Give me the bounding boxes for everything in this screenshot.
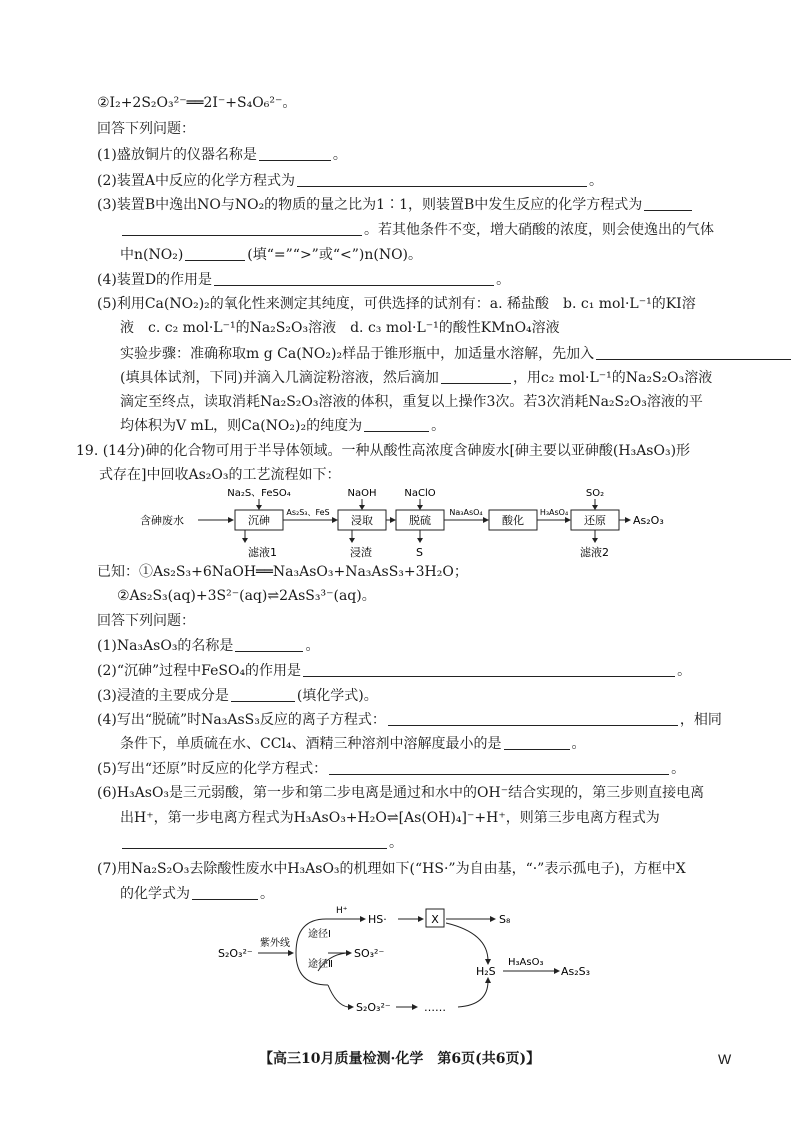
mech-s2o3b: S₂O₃²⁻: [356, 1001, 391, 1014]
question-line: [97, 686, 378, 706]
answer-blank[interactable]: [231, 687, 295, 702]
flow-output: 滤液2: [580, 546, 609, 559]
question-line: [97, 636, 319, 656]
answer-blank[interactable]: [303, 662, 675, 677]
q-text: 均体积为V mL，则Ca(NO₂)₂的纯度为: [120, 418, 363, 434]
q-text: 。: [431, 418, 446, 434]
question-line: [97, 195, 694, 215]
flow-intermediate: Na₃AsO₄: [449, 508, 483, 517]
q-text: 。: [305, 638, 320, 654]
q-text: 。: [588, 173, 603, 189]
question-line: (5)利用Ca(NO₂)₂的氧化性来测定其纯度，可供选择的试剂有：a. 稀盐酸 b. c₁ mol·L⁻¹的KI溶: [97, 296, 696, 312]
q-text: 。: [671, 761, 686, 777]
question-line: 液 c. c₂ mol·L⁻¹的Na₂S₂O₃溶液 d. c₃ mol·L⁻¹的酸性KMnO₄溶液: [120, 320, 560, 336]
prompt-line: 回答下列问题：: [97, 613, 195, 629]
question-title: 19. (14分)砷的化合物可用于半导体领域。一种从酸性高浓度含砷废水[砷主要以亚砷酸(H₃AsO₃)形: [76, 443, 691, 459]
flow-feed: 含砷废水: [140, 514, 184, 527]
answer-blank[interactable]: [441, 369, 511, 384]
q-text: (3)浸渣的主要成分是: [97, 688, 229, 704]
q-text: (3)装置B中逸出NO与NO₂的物质的量之比为1∶1，则装置B中发生反应的化学方程式为: [97, 197, 643, 213]
mech-uv: 紫外线: [260, 938, 290, 949]
q-text: 。: [389, 835, 403, 851]
process-flow-diagram: [140, 484, 664, 564]
q-text: ，用c₂ mol·L⁻¹的Na₂S₂O₃溶液: [512, 370, 713, 386]
flow-reagent: Na₂S、FeSO₄: [227, 488, 291, 499]
flow-output: 浸渣: [350, 546, 372, 559]
question-line: [97, 710, 722, 730]
mech-so3: SO₃²⁻: [354, 947, 385, 960]
mech-hs: HS·: [368, 913, 387, 926]
q-text: (1)盛放铜片的仪器名称是: [97, 147, 257, 163]
q-text: 。若其他条件不变，增大硝酸的浓度，则会使逸出的气体: [364, 222, 714, 238]
question-line: (7)用Na₂S₂O₃去除酸性废水中H₃AsO₃的机理如下(“HS·”为自由基，“·”表示孤电子)，方框中X: [97, 861, 686, 877]
flow-intermediate: H₃AsO₄: [539, 508, 569, 517]
answer-blank[interactable]: [259, 146, 331, 161]
known-line: ②As₂S₃(aq)+3S²⁻(aq)⇌2AsS₃³⁻(aq)。: [117, 588, 376, 604]
q-text: 。: [496, 272, 511, 288]
mechanism-diagram: [218, 905, 598, 1020]
answer-blank[interactable]: [235, 637, 303, 652]
question-line: [97, 270, 510, 290]
answer-blank[interactable]: [122, 834, 387, 849]
flow-output: 滤液1: [248, 546, 277, 559]
mech-as2s3: As₂S₃: [561, 965, 591, 978]
q-text: (填“=”“>”或“<”)n(NO)。: [247, 247, 423, 263]
question-line: [120, 344, 793, 364]
question-line: [97, 145, 347, 165]
question-line: 出H⁺，第一步电离方程式为H₃AsO₃+H₂O⇌[As(OH)₄]⁻+H⁺，则第三步电离方程式为: [120, 810, 660, 826]
answer-blank[interactable]: [329, 760, 669, 775]
question-line: [120, 220, 714, 240]
question-line: [120, 245, 422, 265]
question-line: [120, 833, 403, 853]
answer-blank[interactable]: [504, 735, 570, 750]
q-text: 。: [571, 736, 586, 752]
question-line: [97, 171, 603, 191]
q-text: 。: [677, 663, 692, 679]
q-text: 中n(NO₂): [120, 247, 184, 263]
question-line: [120, 884, 274, 904]
question-line: [120, 368, 712, 388]
answer-blank[interactable]: [185, 246, 245, 261]
flow-reagent: SO₂: [585, 488, 605, 499]
page-footer: 【高三10月质量检测·化学 第6页(共6页)】: [259, 1051, 541, 1067]
answer-blank[interactable]: [122, 221, 362, 236]
q-text: 条件下，单质硫在水、CCl₄、酒精三种溶剂中溶解度最小的是: [120, 736, 502, 752]
question-line: [120, 416, 445, 436]
q-text: (2)“沉砷”过程中FeSO₄的作用是: [97, 663, 302, 679]
q-text: 的化学式为: [120, 886, 190, 902]
mech-hplus: H⁺: [336, 906, 348, 916]
answer-blank[interactable]: [596, 345, 791, 360]
flow-step: 沉砷: [248, 514, 270, 527]
q-text: 。: [332, 147, 347, 163]
answer-blank[interactable]: [192, 885, 258, 900]
q-text: 。: [260, 886, 274, 902]
flow-output: S: [416, 546, 423, 559]
q-text: (1)Na₃AsO₃的名称是: [97, 638, 234, 654]
question-line: 式存在]中回收As₂O₃的工艺流程如下：: [99, 467, 341, 483]
answer-blank[interactable]: [297, 172, 587, 187]
answer-blank[interactable]: [214, 271, 494, 286]
q-text: (4)装置D的作用是: [97, 272, 213, 288]
mech-start: S₂O₃²⁻: [218, 947, 253, 960]
question-line: (6)H₃AsO₃是三元弱酸，第一步和第二步电离是通过和水中的OH⁻结合实现的，第三步则直接电离: [97, 785, 705, 801]
mech-path2: 途径Ⅱ: [308, 959, 333, 970]
flow-product: As₂O₃: [633, 514, 664, 527]
question-line: 滴定至终点，读取消耗Na₂S₂O₃溶液的体积，重复以上操作3次。若3次消耗Na₂S₂O₃溶液的平: [120, 394, 703, 410]
q-text: (2)装置A中反应的化学方程式为: [97, 173, 295, 189]
mech-h3aso3: H₃AsO₃: [508, 957, 544, 968]
answer-blank[interactable]: [364, 417, 429, 432]
prompt-line: 回答下列问题：: [97, 121, 195, 137]
answer-blank[interactable]: [644, 196, 692, 211]
flow-reagent: NaOH: [347, 488, 377, 499]
mech-path1: 途径Ⅰ: [308, 929, 331, 940]
flow-step: 脱硫: [409, 514, 431, 527]
mech-dots: ……: [424, 1001, 446, 1014]
footer-mark: W: [718, 1051, 732, 1067]
q-text: (4)写出“脱硫”时Na₃AsS₃反应的离子方程式：: [97, 712, 386, 728]
question-line: [120, 734, 586, 754]
q-text: 实验步骤：准确称取m g Ca(NO₂)₂样品于锥形瓶中，加适量水溶解，先加入: [120, 346, 595, 362]
flow-intermediate: As₂S₃、FeS: [286, 508, 330, 517]
flow-step: 酸化: [502, 514, 524, 527]
mech-s8: S₈: [499, 913, 511, 926]
flow-step: 还原: [584, 514, 606, 527]
mech-h2s: H₂S: [476, 965, 496, 978]
answer-blank[interactable]: [388, 711, 678, 726]
q-text: (填化学式)。: [296, 688, 378, 704]
known-line: 已知：①As₂S₃+6NaOH══Na₃AsO₃+Na₃AsS₃+3H₂O；: [97, 564, 468, 580]
question-line: [97, 759, 685, 779]
q-text: (填具体试剂，下同)并滴入几滴淀粉溶液，然后滴加: [120, 370, 439, 386]
mech-x: X: [431, 913, 439, 926]
flow-reagent: NaClO: [404, 488, 436, 499]
q-text: ，相同: [679, 712, 722, 728]
equation-line: ②I₂+2S₂O₃²⁻══2I⁻+S₄O₆²⁻。: [97, 95, 297, 111]
q-text: (5)写出“还原”时反应的化学方程式：: [97, 761, 328, 777]
question-line: [97, 661, 691, 681]
flow-step: 浸取: [351, 514, 373, 527]
